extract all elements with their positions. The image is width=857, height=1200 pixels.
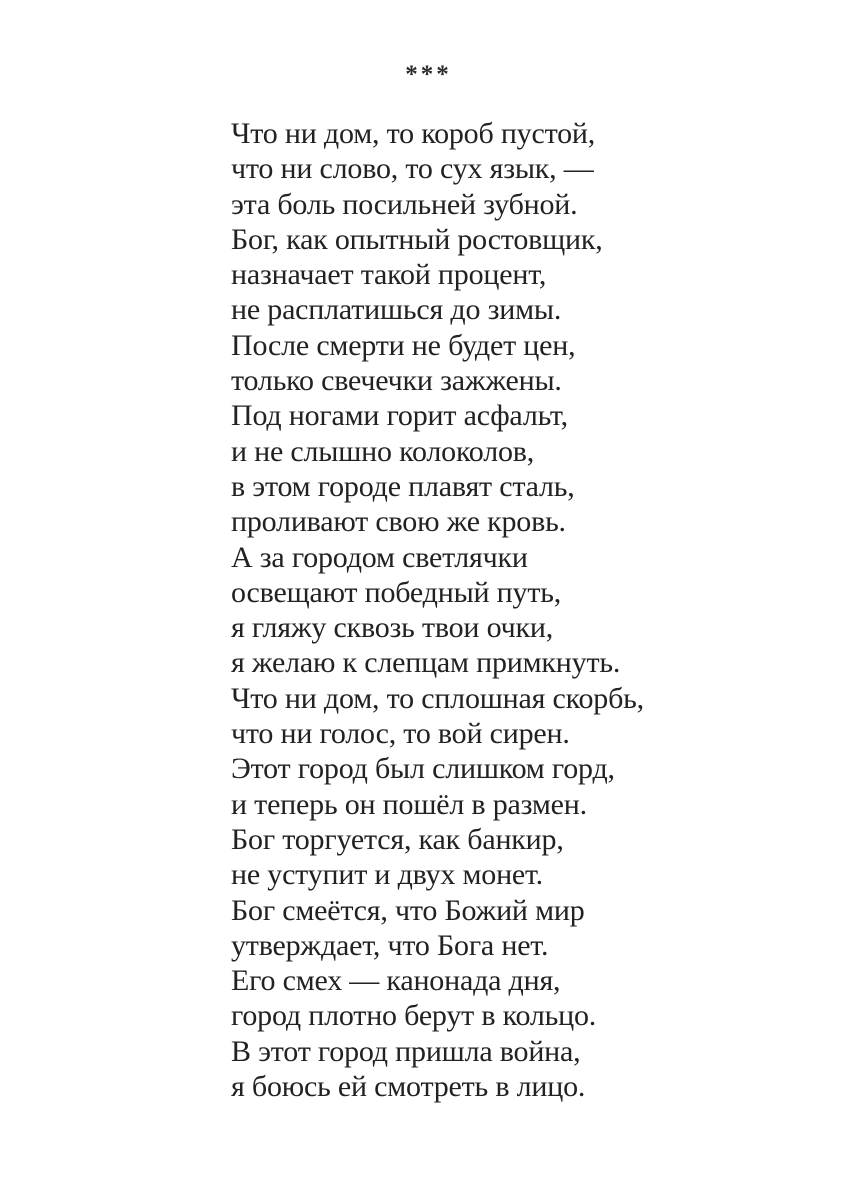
poem-line: в этом городе плавят сталь, (231, 469, 575, 503)
poem-line: не расплатишься до зимы. (231, 293, 562, 327)
poem-line: В этот город пришла война, (231, 1034, 581, 1068)
poem-line: я боюсь ей смотреть в лицо. (231, 1070, 586, 1104)
poem-line: что ни голос, то вой сирен. (231, 717, 570, 751)
poem-line: освещают победный путь, (231, 575, 562, 609)
poem-line: и не слышно колоколов, (231, 434, 535, 468)
poem-line: Бог торгуется, как банкир, (231, 822, 564, 856)
poem-line: Бог смеётся, что Божий мир (231, 893, 585, 927)
poem-line: Что ни дом, то короб пустой, (231, 117, 596, 150)
poem-line: проливают свою же кровь. (231, 505, 566, 539)
poem-line: не уступит и двух монет. (231, 858, 543, 892)
poem-line: Этот город был слишком горд, (231, 752, 615, 786)
section-separator: *** (405, 61, 452, 88)
poem-line: эта боль посильней зубной. (231, 187, 578, 221)
poem-line: После смерти не будет цен, (231, 328, 576, 362)
poem-line: и теперь он пошёл в размен. (231, 787, 587, 821)
poem-line: я гляжу сквозь твои очки, (231, 611, 554, 645)
poem-text (231, 116, 831, 1104)
poem-line: я желаю к слепцам примкнуть. (231, 646, 621, 680)
poem-line: назначает такой процент, (231, 258, 547, 292)
poem-line: что ни слово, то сух язык, — (231, 152, 594, 186)
poem-line: А за городом светлячки (231, 540, 528, 574)
poem-line: только свечечки зажжены. (231, 364, 562, 398)
poem-line: город плотно берут в кольцо. (231, 999, 597, 1033)
poem-line: утверждает, что Бога нет. (231, 928, 549, 962)
poem-line: Бог, как опытный ростовщик, (231, 222, 603, 256)
poem-line: Под ногами горит асфальт, (231, 399, 568, 433)
poem-line: Его смех — канонада дня, (231, 964, 561, 998)
poem-line: Что ни дом, то сплошная скорбь, (231, 681, 644, 715)
